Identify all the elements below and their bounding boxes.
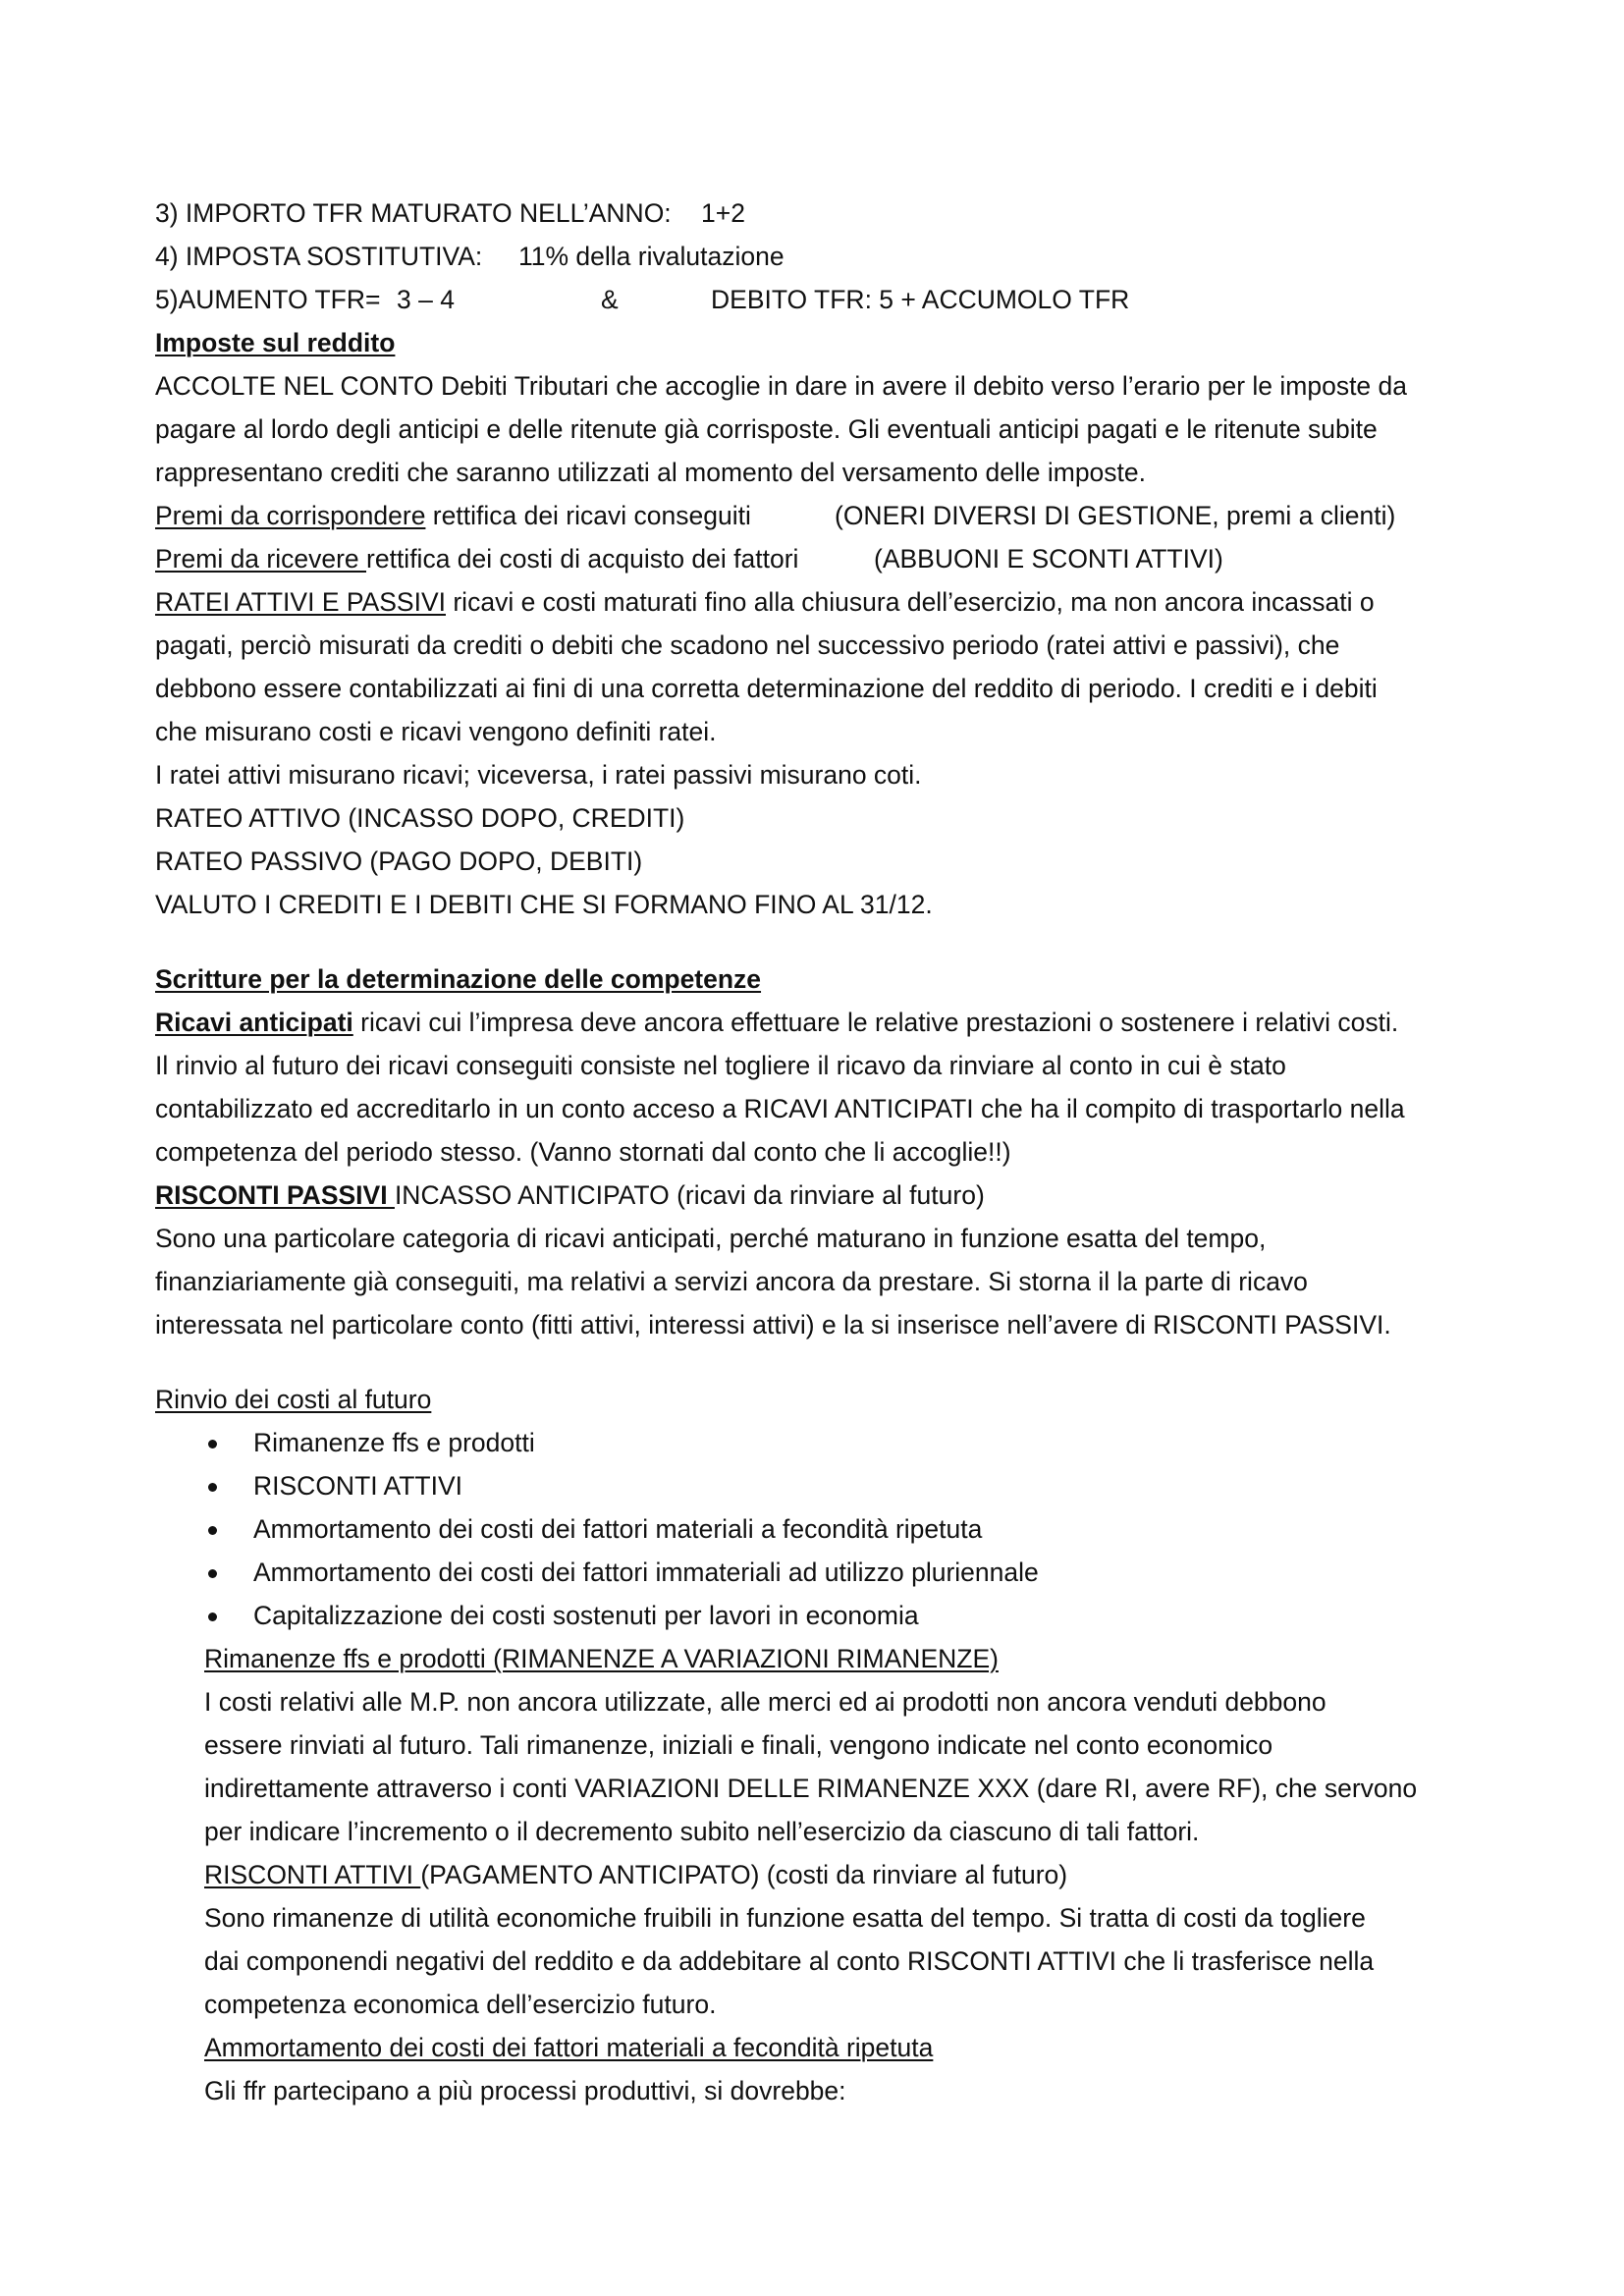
scritture-heading: Scritture per la determinazione delle competenze — [155, 964, 762, 994]
ricavi-line-1: Il rinvio al futuro dei ricavi conseguiti consiste nel togliere il ricavo da rinviare al conto in cui è stato — [155, 1051, 1286, 1080]
bullet-item: Capitalizzazione dei costi sostenuti per lavori in economia — [253, 1601, 919, 1630]
ricavi-line-3: competenza del periodo stesso. (Vanno stornati dal conto che li accoglie!!) — [155, 1137, 1011, 1167]
bullet-dot — [208, 1569, 217, 1578]
premi-corrispondere — [155, 495, 751, 538]
imposte-line-1: ACCOLTE NEL CONTO Debiti Tributari che accoglie in dare in avere il debito verso l’erario per le imposte da — [155, 371, 1408, 401]
premi-ricevere-label: Premi da ricevere — [155, 544, 367, 574]
tfr-item-3-value: 1+2 — [701, 198, 745, 228]
risconti-attivi-text: (PAGAMENTO ANTICIPATO) (costi da rinviare al futuro) — [420, 1860, 1068, 1889]
risconti-passivi-line — [155, 1175, 985, 1218]
rimanenze-line-4: per indicare l’incremento o il decremento subito nell’esercizio da ciascuno di tali fattori. — [204, 1817, 1200, 1846]
tfr-item-3 — [155, 192, 672, 236]
tfr-item-3-label: 3) IMPORTO TFR MATURATO NELL’ANNO: — [155, 198, 672, 228]
imposte-line-2: pagare al lordo degli anticipi e delle ritenute già corrisposte. Gli eventuali anticipi pagati e le ritenute subite — [155, 414, 1378, 444]
ricavi-anticipati-label: Ricavi anticipati — [155, 1008, 353, 1037]
ammortamento-heading: Ammortamento dei costi dei fattori materiali a fecondità ripetuta — [204, 2033, 934, 2062]
tfr-item-5-amp: & — [601, 285, 619, 314]
ratei-line-4: I ratei attivi misurano ricavi; viceversa, i ratei passivi misurano coti. — [155, 760, 922, 790]
rinvio-heading: Rinvio dei costi al futuro — [155, 1385, 432, 1414]
premi-ricevere-note: (ABBUONI E SCONTI ATTIVI) — [874, 544, 1223, 574]
bullet-dot — [208, 1613, 217, 1621]
ratei-line-1: pagati, perciò misurati da crediti o debiti che scadono nel successivo periodo (ratei attivi e passivi), che — [155, 630, 1340, 660]
tfr-item-4-value: 11% della rivalutazione — [518, 242, 785, 271]
bullet-item: Ammortamento dei costi dei fattori immateriali ad utilizzo pluriennale — [253, 1558, 1039, 1587]
risconti-attivi-line — [204, 1854, 1067, 1897]
ammortamento-line: Gli ffr partecipano a più processi produttivi, si dovrebbe: — [204, 2076, 846, 2105]
premi-ricevere-text: rettifica dei costi di acquisto dei fattori — [366, 544, 799, 574]
bullet-dot — [208, 1483, 217, 1492]
risconti-attivi-label: RISCONTI ATTIVI — [204, 1860, 421, 1889]
ricavi-anticipati-text: ricavi cui l’impresa deve ancora effettuare le relative prestazioni o sostenere i relativi costi. — [352, 1008, 1399, 1037]
bullet-dot — [208, 1440, 217, 1449]
ratei-first-text: ricavi e costi maturati fino alla chiusura dell’esercizio, ma non ancora incassati o — [446, 587, 1375, 617]
ratei-line-6: RATEO PASSIVO (PAGO DOPO, DEBITI) — [155, 847, 643, 876]
risconti-attivi-line-2: dai componendi negativi del reddito e da addebitare al conto RISCONTI ATTIVI che li trasferisce nella — [204, 1946, 1375, 1976]
tfr-item-4-label: 4) IMPOSTA SOSTITUTIVA: — [155, 242, 483, 271]
bullet-item: RISCONTI ATTIVI — [253, 1471, 462, 1501]
tfr-item-5-value: 3 – 4 — [397, 285, 455, 314]
premi-corrispondere-label: Premi da corrispondere — [155, 501, 426, 530]
ratei-line-5: RATEO ATTIVO (INCASSO DOPO, CREDITI) — [155, 803, 685, 833]
premi-ricevere — [155, 538, 798, 581]
imposte-line-3: rappresentano crediti che saranno utilizzati al momento del versamento delle imposte. — [155, 458, 1147, 487]
ratei-line-7: VALUTO I CREDITI E I DEBITI CHE SI FORMANO FINO AL 31/12. — [155, 890, 933, 919]
ratei-line-3: che misurano costi e ricavi vengono definiti ratei. — [155, 717, 717, 746]
risconti-passivi-text: INCASSO ANTICIPATO (ricavi da rinviare al futuro) — [394, 1180, 985, 1210]
rimanenze-line-1: I costi relativi alle M.P. non ancora utilizzate, alle merci ed ai prodotti non ancora venduti debbono — [204, 1687, 1326, 1717]
rimanenze-heading: Rimanenze ffs e prodotti (RIMANENZE A VARIAZIONI RIMANENZE) — [204, 1644, 999, 1673]
bullet-item: Ammortamento dei costi dei fattori materiali a fecondità ripetuta — [253, 1514, 983, 1544]
premi-corrispondere-note: (ONERI DIVERSI DI GESTIONE, premi a clienti) — [835, 501, 1396, 530]
rimanenze-line-3: indirettamente attraverso i conti VARIAZIONI DELLE RIMANENZE XXX (dare RI, avere RF), che servono — [204, 1774, 1418, 1803]
bullet-dot — [208, 1526, 217, 1535]
rimanenze-line-2: essere rinviati al futuro. Tali rimanenze, iniziali e finali, vengono indicate nel conto economico — [204, 1730, 1273, 1760]
tfr-debito: DEBITO TFR: 5 + ACCUMOLO TFR — [711, 285, 1130, 314]
risconti-attivi-line-1: Sono rimanenze di utilità economiche fruibili in funzione esatta del tempo. Si tratta di costi da togliere — [204, 1903, 1366, 1933]
tfr-item-5-label: 5)AUMENTO TFR= — [155, 285, 381, 314]
ratei-line-2: debbono essere contabilizzati ai fini di una corretta determinazione del reddito di periodo. I crediti e i debiti — [155, 674, 1378, 703]
risconti-passivi-label: RISCONTI PASSIVI — [155, 1180, 395, 1210]
bullet-item: Rimanenze ffs e prodotti — [253, 1428, 535, 1457]
ricavi-anticipati-line — [155, 1002, 1398, 1045]
premi-corrispondere-text: rettifica dei ricavi conseguiti — [425, 501, 751, 530]
imposte-heading: Imposte sul reddito — [155, 328, 396, 357]
risconti-attivi-line-3: competenza economica dell’esercizio futuro. — [204, 1990, 717, 2019]
ratei-label: RATEI ATTIVI E PASSIVI — [155, 587, 446, 617]
risconti-line-3: interessata nel particolare conto (fitti attivi, interessi attivi) e la si inserisce nell’avere di RISCONTI PASSIVI. — [155, 1310, 1391, 1339]
ratei-first-line — [155, 581, 1375, 625]
risconti-line-2: finanziariamente già conseguiti, ma relativi a servizi ancora da prestare. Si storna il la parte di ricavo — [155, 1267, 1308, 1296]
ricavi-line-2: contabilizzato ed accreditarlo in un conto acceso a RICAVI ANTICIPATI che ha il compito di trasportarlo nella — [155, 1094, 1405, 1123]
risconti-line-1: Sono una particolare categoria di ricavi anticipati, perché maturano in funzione esatta del tempo, — [155, 1224, 1267, 1253]
